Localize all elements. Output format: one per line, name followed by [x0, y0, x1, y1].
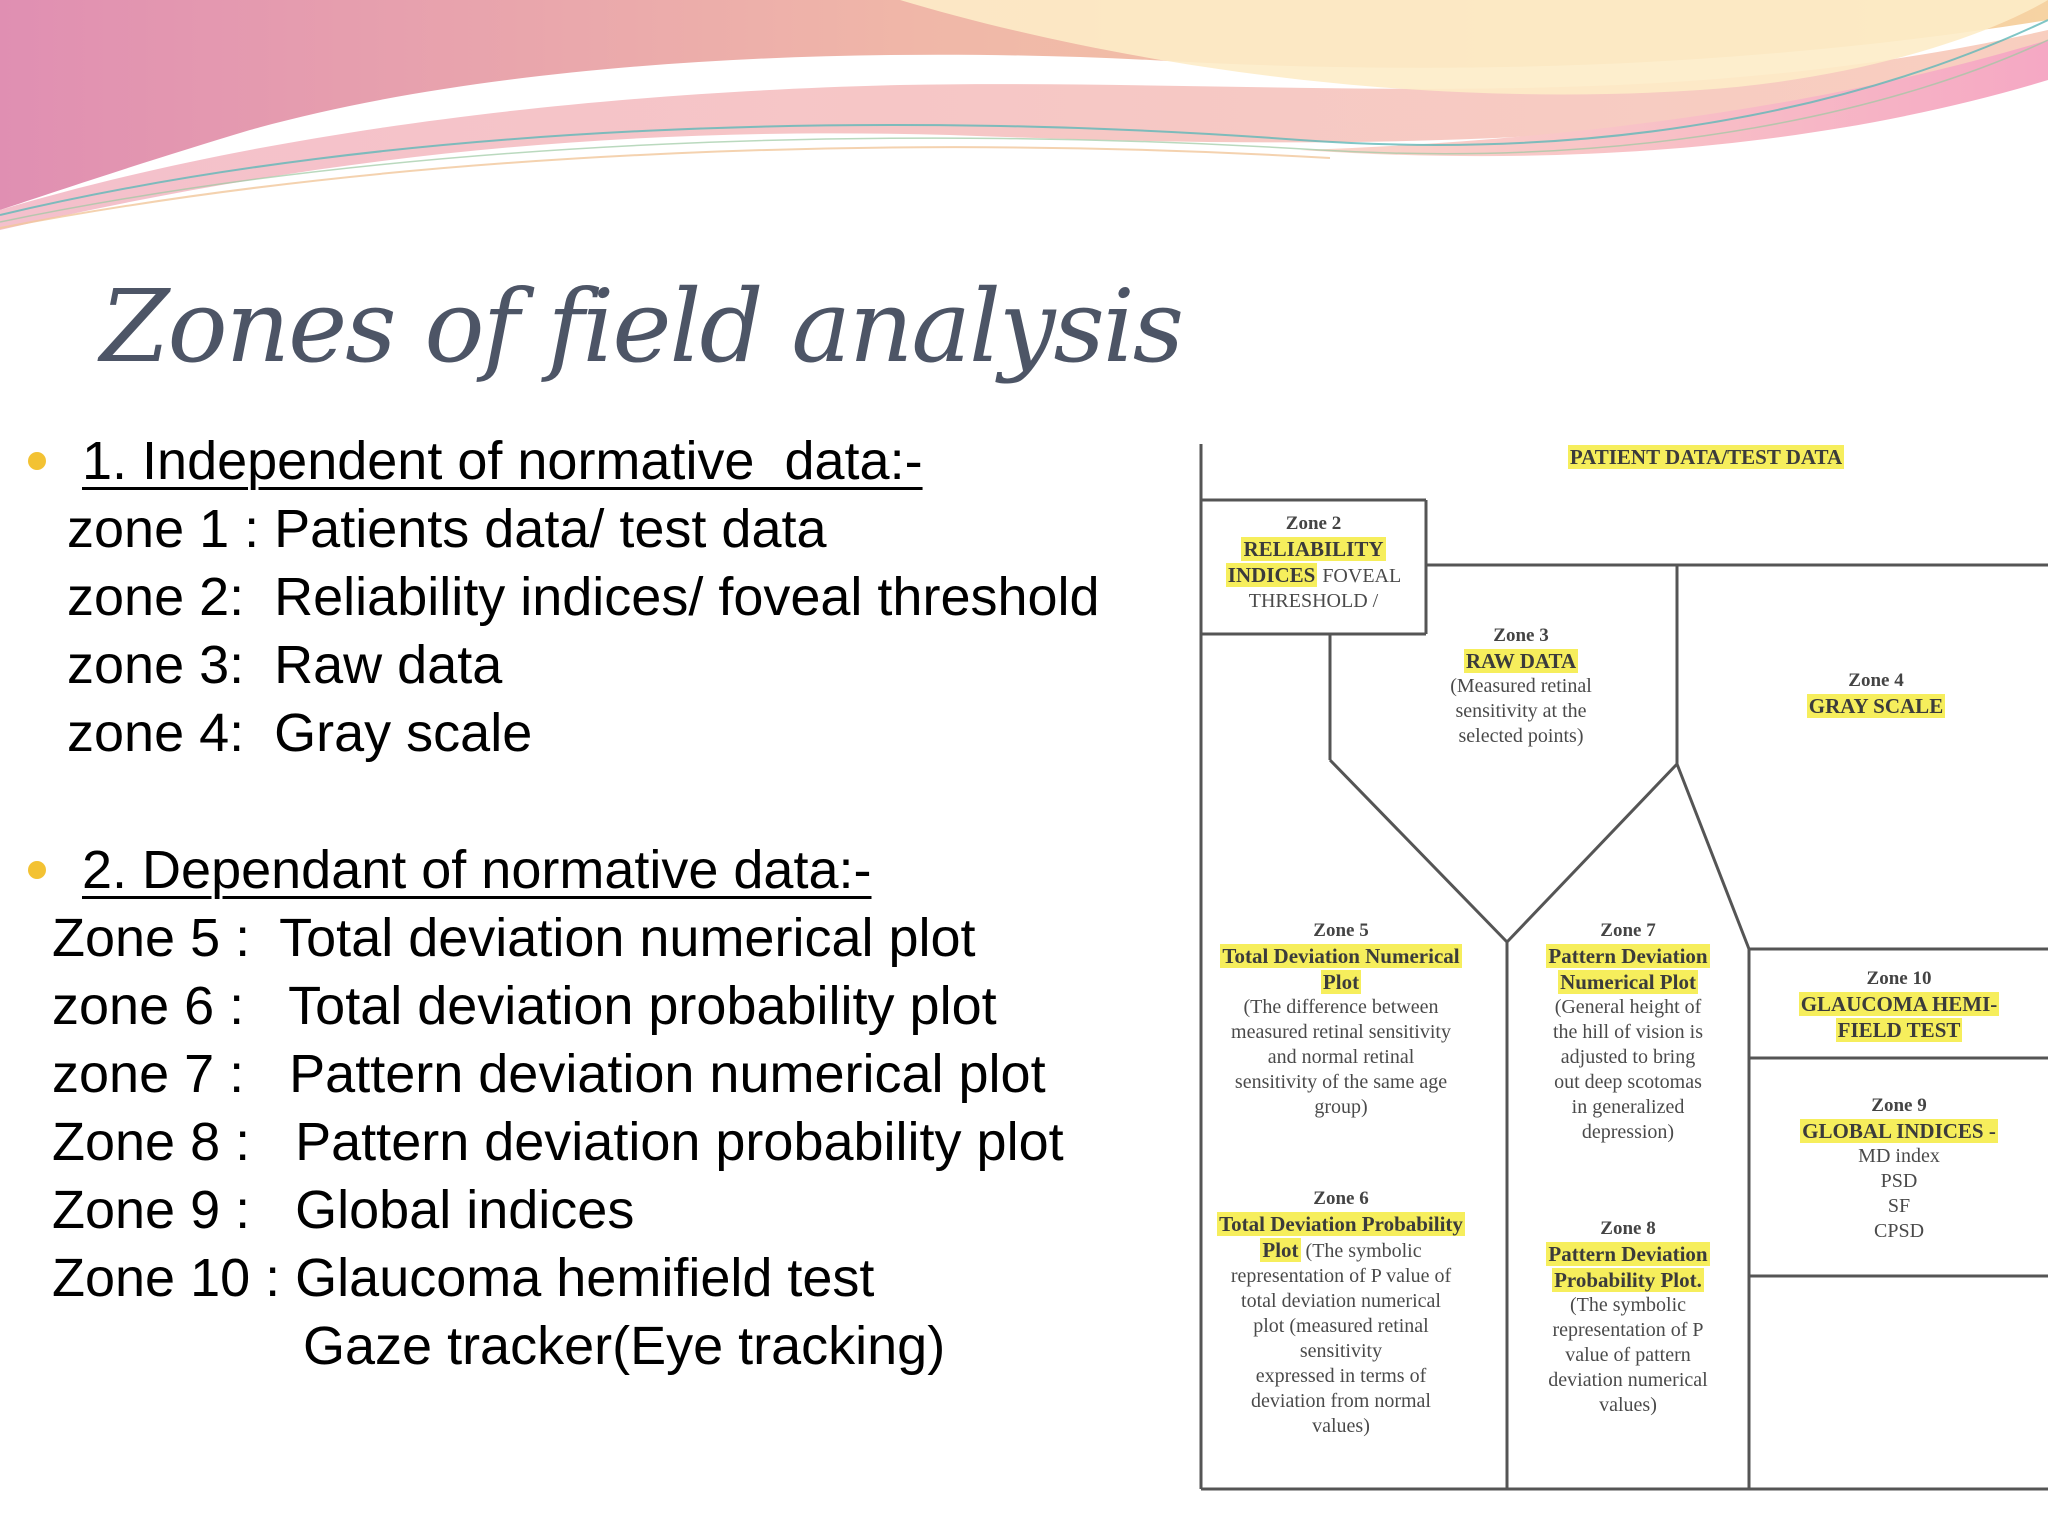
patient-data-title: PATIENT DATA/TEST DATA — [1569, 445, 1843, 469]
zone4-label: Zone 4 — [1848, 670, 1904, 691]
section2-line: Zone 8 : Pattern deviation probability plot — [52, 1112, 1064, 1172]
zone7-box — [1512, 919, 1744, 1145]
section2-heading: 2. Dependant of normative data:- — [82, 840, 872, 900]
slide-title: Zones of field analysis — [100, 268, 1183, 385]
zone7-title: Numerical Plot — [1560, 970, 1696, 994]
zone7-body: in generalized — [1571, 1096, 1685, 1119]
zone8-body: representation of P — [1552, 1319, 1704, 1342]
section2-line: Gaze tracker(Eye tracking) — [303, 1316, 946, 1376]
zone4-box — [1776, 669, 1976, 719]
zone6-body: total deviation numerical — [1241, 1290, 1441, 1312]
zone3-label: Zone 3 — [1493, 625, 1549, 646]
section1-line: zone 3: Raw data — [67, 635, 503, 695]
zone9-body: CPSD — [1873, 1220, 1925, 1242]
zone7-title: Pattern Deviation — [1548, 943, 1708, 968]
zone7-body: the hill of vision is — [1553, 1021, 1703, 1044]
zone2-title-line1: RELIABILITY — [1243, 536, 1384, 561]
zones-diagram — [1196, 444, 2048, 1494]
zone5-body: and normal retinal — [1267, 1046, 1415, 1069]
zone5-box — [1201, 919, 1481, 1120]
zone10-title: GLAUCOMA HEMI- — [1800, 991, 1998, 1016]
zone8-body: deviation numerical — [1548, 1369, 1708, 1392]
zone10-label: Zone 10 — [1866, 968, 1932, 989]
zone3-title: RAW DATA — [1465, 648, 1577, 673]
zone5-body: sensitivity of the same age — [1234, 1071, 1448, 1094]
zone6-body: values) — [1312, 1415, 1370, 1437]
zone3-box — [1396, 624, 1646, 749]
zone6-body: plot (measured retinal — [1253, 1315, 1429, 1337]
patient-data-label — [1426, 444, 1986, 470]
zone9-body: SF — [1887, 1195, 1911, 1217]
zone10-box — [1754, 967, 2044, 1043]
zone9-title: GLOBAL INDICES - — [1802, 1118, 1996, 1143]
zone2-title-line2b: FOVEAL — [1317, 565, 1402, 587]
section1-line: zone 4: Gray scale — [67, 703, 533, 763]
zone7-body: depression) — [1581, 1121, 1675, 1144]
section2-line: Zone 10 : Glaucoma hemifield test — [52, 1248, 875, 1308]
zone6-body-inline: (The symbolic — [1300, 1240, 1422, 1262]
zone2-box — [1201, 512, 1426, 614]
zone3-body: selected points) — [1458, 725, 1584, 747]
zone6-box — [1201, 1187, 1481, 1439]
zone5-title: Total Deviation Numerical — [1222, 943, 1460, 968]
zone5-title: Plot — [1322, 970, 1360, 994]
zone2-label: Zone 2 — [1285, 513, 1342, 534]
bullet-dot — [28, 861, 46, 879]
bullet-dot — [28, 452, 46, 470]
section1-line: zone 1 : Patients data/ test data — [67, 499, 827, 559]
zone6-label: Zone 6 — [1313, 1188, 1369, 1209]
zone6-body: deviation from normal — [1251, 1390, 1431, 1412]
section2-line: Zone 5 : Total deviation numerical plot — [52, 908, 976, 968]
zone9-box — [1754, 1094, 2044, 1244]
zone9-body: MD index — [1858, 1145, 1940, 1167]
zone8-title: Probability Plot. — [1554, 1268, 1702, 1292]
header-wave-decoration — [0, 0, 2048, 240]
section1-line: zone 2: Reliability indices/ foveal threshold — [67, 567, 1100, 627]
zone6-body: representation of P value of — [1230, 1265, 1452, 1287]
zone8-body: (The symbolic — [1569, 1294, 1687, 1317]
section2-line: Zone 9 : Global indices — [52, 1180, 635, 1240]
zone3-body: sensitivity at the — [1455, 700, 1587, 722]
zone8-label: Zone 8 — [1600, 1218, 1656, 1239]
zone5-body: group) — [1314, 1096, 1368, 1119]
zone7-body: out deep scotomas — [1554, 1071, 1702, 1094]
zone7-body: adjusted to bring — [1560, 1046, 1696, 1069]
zone7-body: (General height of — [1554, 996, 1702, 1019]
zone6-title2: Plot — [1262, 1238, 1299, 1262]
zone5-body: measured retinal sensitivity — [1231, 1021, 1451, 1044]
zone4-title: GRAY SCALE — [1808, 693, 1944, 718]
zone6-title: Total Deviation Probability — [1219, 1211, 1463, 1236]
zone7-label: Zone 7 — [1600, 920, 1656, 941]
zone6-body: sensitivity — [1299, 1340, 1383, 1362]
zone8-box — [1512, 1217, 1744, 1418]
zone6-body: expressed in terms of — [1255, 1365, 1427, 1387]
section2-line: zone 6 : Total deviation probability plot — [52, 976, 997, 1036]
zone9-body: PSD — [1880, 1170, 1918, 1192]
section1-heading: 1. Independent of normative data:- — [82, 431, 923, 491]
zone3-body: (Measured retinal — [1450, 675, 1592, 697]
section2-line: zone 7 : Pattern deviation numerical plot — [52, 1044, 1046, 1104]
zone8-body: value of pattern — [1565, 1344, 1691, 1367]
zone9-label: Zone 9 — [1871, 1095, 1927, 1116]
zone2-title-line2: INDICES — [1227, 563, 1316, 587]
zone5-body: (The difference between — [1243, 996, 1439, 1019]
zone8-body: values) — [1599, 1394, 1657, 1417]
zone5-label: Zone 5 — [1313, 920, 1369, 941]
zone10-title: FIELD TEST — [1837, 1018, 1961, 1042]
zone2-title-line3: THRESHOLD / — [1248, 590, 1379, 612]
zone8-title: Pattern Deviation — [1548, 1241, 1708, 1266]
